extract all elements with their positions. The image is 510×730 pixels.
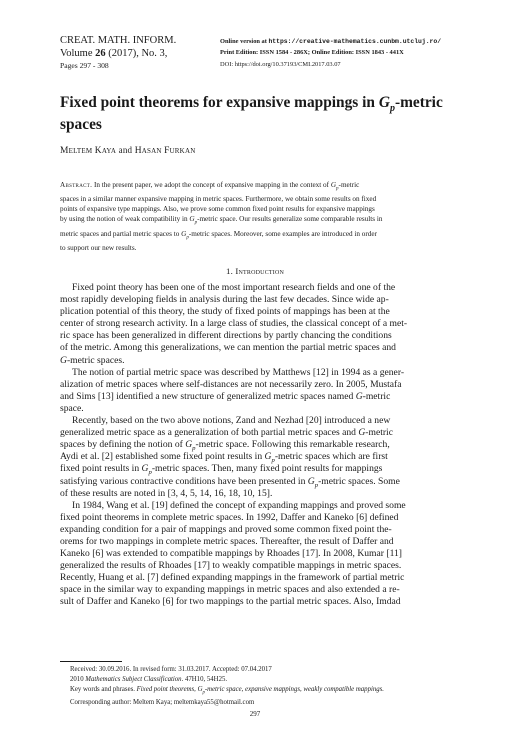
body-line: generalized the results of Rhoades [17] to weakly compatible mappings in metric spaces.	[60, 560, 402, 572]
body-line: alization of metric spaces where self-distances are not necessarily zero. In 2005, Mustafa	[60, 378, 402, 390]
body-line: Aydi et al. [2] established some fixed point results in $G_p$-metric spaces which are first	[60, 451, 388, 465]
abstract-line: metric spaces and partial metric spaces to $G_p$-metric spaces. Moreover, some examples are introduced in order	[60, 229, 377, 241]
section-heading: 1. Introduction	[225, 266, 285, 276]
footnote-line: Key words and phrases. Fixed point theorems, $G_p$-metric space, expansive mappings, weakly compatible mappings.	[70, 686, 384, 696]
footnote-rule	[60, 661, 122, 662]
paper-authors: MELTEM KAYA and HASAN FURKAN	[60, 145, 196, 156]
abstract	[60, 180, 455, 253]
body-line: expanding condition for a pair of mappings and proved some common fixed point the-	[60, 523, 392, 535]
body-line: plication potential of this theory, the study of fixed points of mappings has been at the	[60, 306, 390, 318]
body-line: satisfying various contractive conditions have been presented in $G_p$-metric spaces. Some	[60, 475, 400, 489]
body-line: center of strong research activity. In a large class of studies, the classical concept of a met-	[60, 318, 408, 330]
body-line: ric space has been generalized in different directions by partly chancing the conditions	[60, 330, 392, 342]
publication-info	[220, 36, 480, 70]
doi-link[interactable]: DOI: https://doi.org/10.37193/CMI.2017.03.07	[220, 60, 341, 68]
body-line: space.	[60, 402, 84, 414]
page-number: 297	[249, 710, 261, 718]
issn-line: Print Edition: ISSN 1584 - 286X; Online Edition: ISSN 1843 - 441X	[220, 49, 404, 57]
body-text	[60, 282, 455, 609]
abstract-line: spaces in a similar manner expansive mapping in metric spaces. Furthermore, we obtain some results on fixed	[60, 195, 377, 204]
body-line: of the metric. Among this generalizations, we can mention the partial metric spaces and	[60, 342, 396, 354]
body-line: spaces by defining the notion of $G_p$-metric space. Following this remarkable research,	[60, 439, 390, 453]
online-version: Online version at https://creative-mathematics.cunbm.utcluj.ro/	[220, 38, 442, 45]
body-line: space in the similar way to expanding mappings in metric spaces and also extended a re-	[60, 584, 400, 596]
abstract-line: points of expansive type mappings. Also, we prove some common fixed point results for expansive mappings	[60, 205, 375, 214]
footnotes	[70, 665, 470, 708]
journal-volume: Volume 26 (2017), No. 3,	[60, 48, 168, 59]
abstract-label: Abstract.	[60, 181, 93, 189]
body-line: G-metric spaces.	[60, 354, 125, 366]
body-line: sult of Daffer and Kaneko [6] for two mappings to the partial metric spaces. Also, Imdad	[60, 596, 401, 608]
body-line: The notion of partial metric space was described by Matthews [12] in 1994 as a gener-	[72, 366, 405, 378]
paper-title: Fixed point theorems for expansive mappings in $G_p$-metric spaces	[60, 94, 443, 134]
body-line: most rapidly developing fields in analysis during the last few decades. Since wide ap-	[60, 294, 389, 306]
body-line: Fixed point theory has been one of the most important research fields and one of the	[72, 282, 396, 293]
body-line: In 1984, Wang et al. [19] defined the concept of expanding mappings and proved some	[72, 499, 406, 511]
abstract-line: by using the notion of weak compatibility in $G_p$-metric space. Our results generalize some comparable results in	[60, 215, 383, 226]
body-line: and Sims [13] identified a new structure of generalized metric spaces named G-metric	[60, 390, 391, 402]
body-line: fixed point theorems in complete metric spaces. In 1992, Daffer and Kaneko [6] defined	[60, 511, 399, 523]
footnote-line: 2010 Mathematics Subject Classification. 47H10, 54H25.	[70, 676, 228, 683]
journal-name: CREAT. MATH. INFORM.	[60, 35, 177, 46]
abstract-line: to support our new results.	[60, 244, 137, 253]
journal-pages: Pages 297 - 308	[60, 61, 109, 70]
footnote-line[interactable]: Corresponding author: Meltem Kaya; meltemkaya55@hotmail.com	[70, 699, 255, 707]
body-line: generalized metric space as a generalization of both partial metric spaces and G-metric	[60, 427, 393, 439]
abstract-line: Abstract. In the present paper, we adopt the concept of expansive mapping in the context of $G_p$-metric	[60, 181, 360, 192]
body-line: Recently, based on the two above notions, Zand and Nezhad [20] introduced a new	[72, 415, 391, 427]
body-line: orems for two mappings in complete metric spaces. Thereafter, the result of Daffer and	[60, 535, 394, 547]
footnote-line: Received: 30.09.2016. In revised form: 31.03.2017. Accepted: 07.04.2017	[70, 666, 272, 673]
body-line: fixed point results in $G_p$-metric spaces. Then, many fixed point results for mappings	[60, 463, 383, 477]
journal-info	[60, 34, 210, 71]
online-url-link[interactable]: https://creative-mathematics.cunbm.utcluj.ro/	[268, 38, 442, 45]
body-line: Recently, Huang et al. [7] defined expanding mappings in the framework of partial metric	[60, 572, 405, 584]
body-line: of these results are noted in [3, 4, 5, 14, 16, 18, 10, 15].	[60, 487, 273, 499]
body-line: Kaneko [6] was extended to compatible mappings by Rhoades [17]. In 2008, Kumar [11]	[60, 548, 403, 560]
